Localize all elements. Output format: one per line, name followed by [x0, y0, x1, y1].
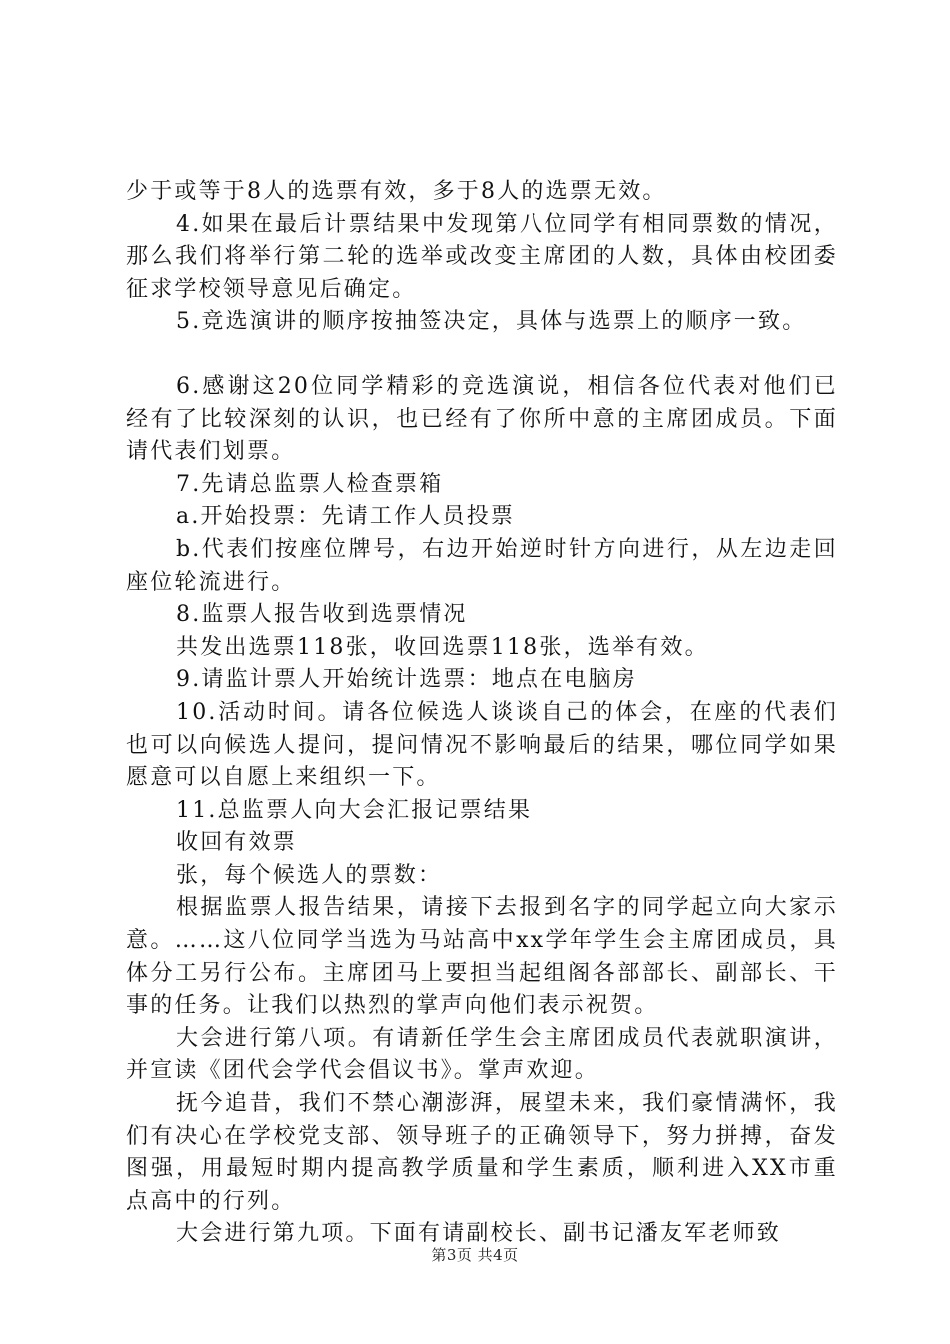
- paragraph-gap: [126, 339, 838, 371]
- paragraph-2: 4.如果在最后计票结果中发现第八位同学有相同票数的情况，那么我们将举行第二轮的选举或改变主席团的人数，具体由校团委征求学校领导意见后确定。: [126, 211, 838, 302]
- paragraph-8: 8.监票人报告收到选票情况: [176, 602, 468, 628]
- paragraph-15: 根据监票人报告结果，请接下去报到名字的同学起立向大家示意。……这八位同学当选为马站高中xx学年学生会主席团成员，具体分工另行公布。主席团马上要担当起组阁各部部长、副部长、干事的任务。让我们以热烈的掌声向他们表示祝贺。: [126, 895, 838, 1019]
- paragraph-6: a.开始投票：先请工作人员投票: [176, 504, 516, 530]
- paragraph-1: 少于或等于8人的选票有效，多于8人的选票无效。: [126, 179, 667, 204]
- paragraph-5: 7.先请总监票人检查票箱: [176, 471, 444, 497]
- paragraph-4: 6.感谢这20位同学精彩的竞选演说，相信各位代表对他们已经有了比较深刻的认识，也已经有了你所中意的主席团成员。下面请代表们划票。: [126, 373, 838, 465]
- paragraph-7: b.代表们按座位牌号，右边开始逆时针方向进行，从左边走回座位轮流进行。: [126, 536, 838, 595]
- paragraph-14: 张，每个候选人的票数：: [176, 862, 443, 888]
- paragraph-12: 11.总监票人向大会汇报记票结果: [176, 797, 533, 823]
- paragraph-18: 大会进行第九项。下面有请副校长、副书记潘友军老师致: [176, 1221, 782, 1247]
- paragraph-9: 共发出选票118张，收回选票118张，选举有效。: [176, 634, 709, 660]
- page-number-footer: 第3页 共4页: [431, 1246, 519, 1264]
- paragraph-10: 9.请监计票人开始统计选票：地点在电脑房: [176, 667, 637, 693]
- paragraph-13: 收回有效票: [176, 830, 298, 856]
- paragraph-17: 抚今追昔，我们不禁心潮澎湃，展望未来，我们豪情满怀，我们有决心在学校党支部、领导班子的正确领导下，努力拼搏，奋发图强，用最短时期内提高教学质量和学生素质，顺利进入XX市重点高中的行列。: [126, 1091, 838, 1214]
- paragraph-3: 5.竞选演讲的顺序按抽签决定，具体与选票上的顺序一致。: [176, 309, 807, 335]
- paragraph-11: 10.活动时间。请各位候选人谈谈自己的体会，在座的代表们也可以向候选人提问，提问情况不影响最后的结果，哪位同学如果愿意可以自愿上来组织一下。: [126, 699, 838, 791]
- document-body: [126, 176, 838, 1251]
- paragraph-16: 大会进行第八项。有请新任学生会主席团成员代表就职演讲，并宣读《团代会学代会倡议书》。掌声欢迎。: [126, 1025, 838, 1084]
